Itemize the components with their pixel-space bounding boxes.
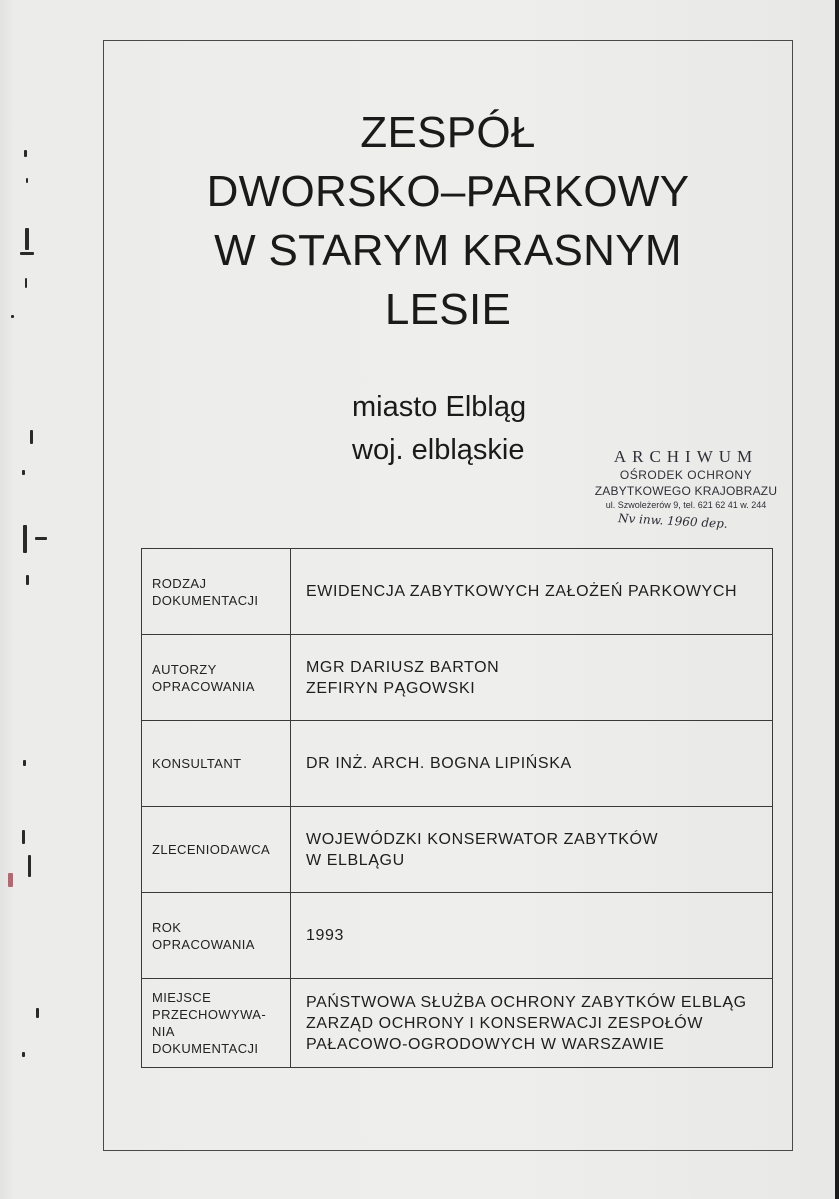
handwritten-inventory-note: Nv inw. 1960 dep. [617,511,729,531]
row-value-line: 1993 [306,927,344,944]
stamp-line: ul. Szwoleżerów 9, tel. 621 62 41 w. 244 [605,500,767,510]
binding-mark [36,1008,39,1018]
stamp-line: ZABYTKOWEGO KRAJOBRAZU [594,484,778,498]
row-value [291,807,773,893]
row-label-line: AUTORZY [152,661,217,677]
title-line: LESIE [384,285,512,334]
subtitle-line: woj. elbląskie [352,434,525,466]
row-label-line: OPRACOWANIA [152,678,255,694]
binding-mark [22,470,25,475]
row-label-line: PRZECHOWYWA- [152,1007,267,1022]
table-row [142,549,773,635]
row-label-line: ROK [152,919,182,935]
row-label [142,979,291,1068]
title-line: W STARYM KRASNYM [214,226,682,275]
binding-mark [22,830,25,844]
binding-mark [35,537,47,540]
document-info-table [141,548,773,1068]
binding-mark [20,252,34,255]
binding-mark [25,228,29,250]
table-row [142,893,773,979]
row-label [142,635,291,721]
row-value [291,549,773,635]
binding-mark [24,150,27,157]
table-row [142,635,773,721]
binding-mark [8,873,13,887]
row-value [291,979,773,1068]
row-value [291,721,773,807]
row-label-line: ZLECENIODAWCA [152,842,271,857]
archive-stamp [586,447,786,511]
row-value-line: PAŃSTWOWA SŁUŻBA OCHRONY ZABYTKÓW ELBLĄG [306,993,747,1011]
row-value-line: DR INŻ. ARCH. BOGNA LIPIŃSKA [306,755,572,772]
page-edge [835,0,839,1199]
row-label [142,721,291,807]
document-title [103,103,793,339]
binding-mark [28,855,31,877]
table-row [142,807,773,893]
binding-mark [26,178,28,183]
table-row [142,721,773,807]
row-label [142,549,291,635]
title-line: DWORSKO–PARKOWY [206,167,690,216]
row-value [291,635,773,721]
row-label-line: KONSULTANT [152,756,242,771]
row-value-line: WOJEWÓDZKI KONSERWATOR ZABYTKÓW [306,830,659,848]
row-value-line: ZARZĄD OCHRONY I KONSERWACJI ZESPOŁÓW [306,1014,704,1032]
stamp-line: ARCHIWUM [613,447,759,466]
row-value-line: MGR DARIUSZ BARTON [306,658,500,676]
title-line: ZESPÓŁ [360,108,536,157]
row-label [142,893,291,979]
binding-mark [30,430,33,444]
row-value-line: PAŁACOWO-OGRODOWYCH W WARSZAWIE [306,1035,665,1053]
row-label [142,807,291,893]
table-row [142,979,773,1068]
binding-mark [25,278,27,288]
binding-mark [26,575,29,585]
subtitle-line: miasto Elbląg [352,391,527,423]
row-value-line: EWIDENCJA ZABYTKOWYCH ZAŁOŻEŃ PARKOWYCH [306,583,738,600]
row-label-line: OPRACOWANIA [152,936,255,952]
stamp-line: OŚRODEK OCHRONY [619,468,753,482]
row-label-line: MIEJSCE [152,990,212,1005]
binding-mark [23,760,26,766]
row-value-line: ZEFIRYN PĄGOWSKI [306,679,476,697]
binding-mark [23,525,27,553]
row-label-line: DOKUMENTACJI [152,592,259,608]
location-subtitle [352,386,592,472]
row-label-line: RODZAJ [152,575,207,591]
binding-mark [22,1052,25,1057]
row-value-line: W ELBLĄGU [306,851,405,869]
row-label-line: DOKUMENTACJI [152,1041,259,1056]
row-label-line: NIA [152,1024,175,1039]
binding-mark [11,315,14,318]
row-value [291,893,773,979]
